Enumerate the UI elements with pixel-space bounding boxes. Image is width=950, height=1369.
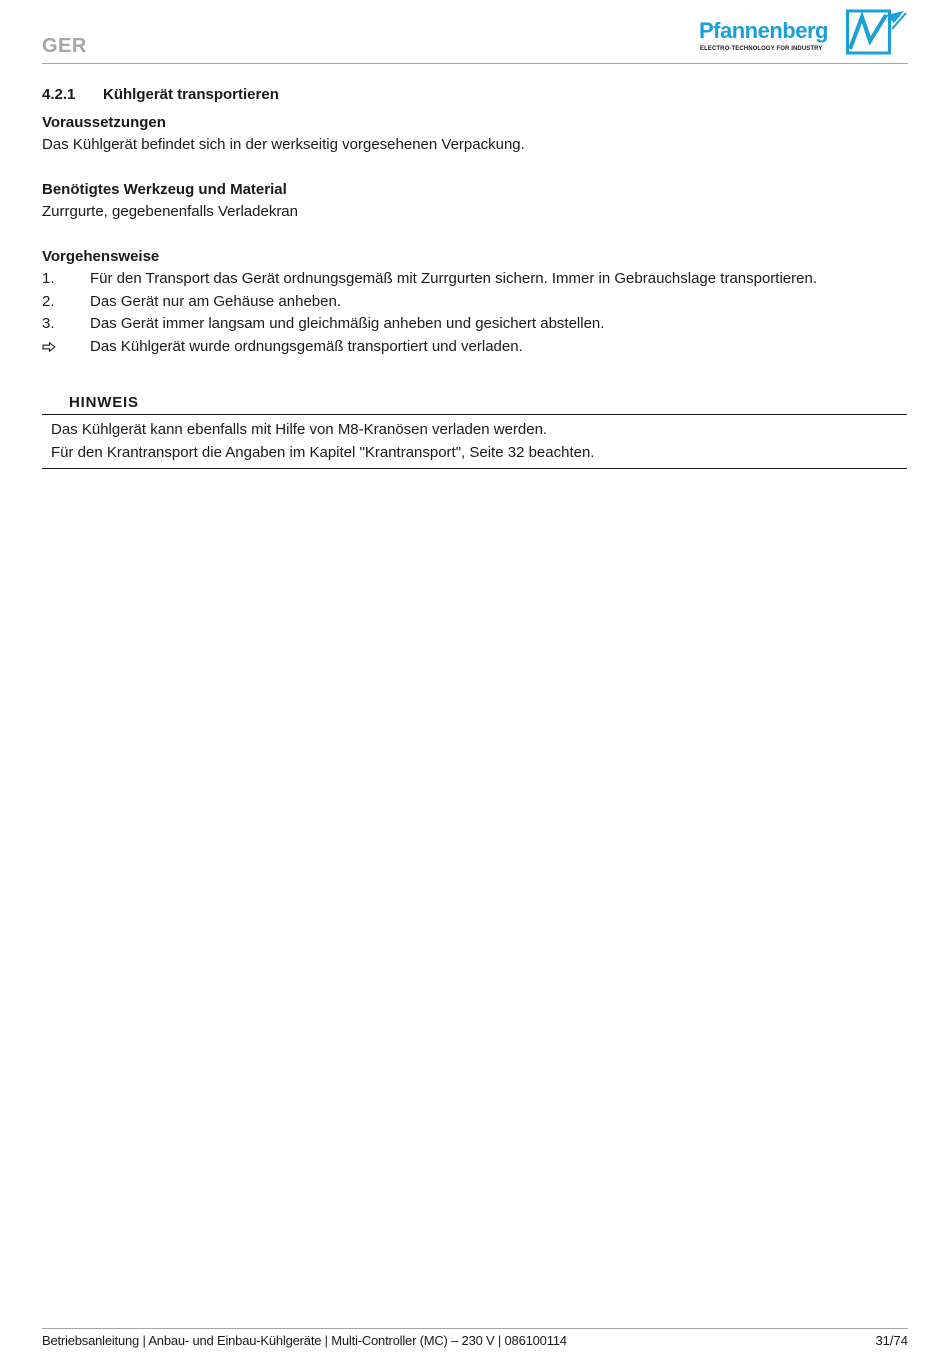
procedure-block	[42, 246, 908, 360]
procedure-steps	[42, 268, 908, 359]
footer-document-info: Betriebsanleitung | Anbau- und Einbau-Kühlgeräte | Multi-Controller (MC) – 230 V | 086100114	[42, 1333, 567, 1348]
brand-tagline: ELECTRO-TECHNOLOGY FOR INDUSTRY	[700, 46, 823, 52]
result-arrow-icon	[42, 342, 56, 352]
brand-mark-icon	[846, 9, 908, 55]
result-item	[42, 336, 908, 360]
section-number: 4.2.1	[42, 86, 76, 103]
page-number: 31/74	[875, 1333, 908, 1348]
tools-block	[42, 179, 908, 224]
procedure-heading: Vorgehensweise	[42, 247, 160, 265]
step-text: Das Gerät immer langsam und gleichmäßig anheben und gesichert abstellen.	[90, 315, 605, 332]
list-item	[42, 313, 908, 336]
prerequisites-block	[42, 112, 908, 157]
list-item	[42, 268, 908, 291]
main-content	[42, 84, 908, 359]
step-text: Das Gerät nur am Gehäuse anheben.	[90, 292, 341, 310]
step-number: 1.	[42, 270, 55, 287]
notice-line: Das Kühlgerät kann ebenfalls mit Hilfe von M8-Kranösen verladen werden.	[51, 421, 548, 438]
tools-heading: Benötigtes Werkzeug und Material	[42, 180, 287, 198]
tools-text: Zurrgurte, gegebenenfalls Verladekran	[42, 203, 298, 220]
section-title: Kühlgerät transportieren	[103, 86, 279, 103]
prerequisites-text: Das Kühlgerät befindet sich in der werkseitig vorgesehenen Verpackung.	[42, 136, 525, 153]
step-text: Für den Transport das Gerät ordnungsgemäß mit Zurrgurten sichern. Immer in Gebrauchslage transportieren.	[90, 270, 817, 287]
list-item	[42, 291, 908, 314]
step-number: 3.	[42, 315, 55, 332]
brand-logo	[699, 8, 909, 58]
result-text: Das Kühlgerät wurde ordnungsgemäß transportiert und verladen.	[90, 337, 523, 355]
prerequisites-heading: Voraussetzungen	[42, 113, 166, 131]
header-divider	[42, 63, 908, 64]
footer-divider	[42, 1328, 908, 1329]
notice-title: HINWEIS	[69, 394, 139, 411]
brand-name: Pfannenberg	[699, 18, 828, 43]
step-number: 2.	[42, 292, 55, 310]
notice-bottom-rule	[42, 468, 907, 469]
notice-box	[42, 393, 907, 469]
section-heading	[42, 84, 908, 107]
notice-body	[42, 415, 907, 468]
notice-line: Für den Krantransport die Angaben im Kapitel "Krantransport", Seite 32 beachten.	[51, 443, 595, 461]
language-label: GER	[42, 35, 87, 57]
